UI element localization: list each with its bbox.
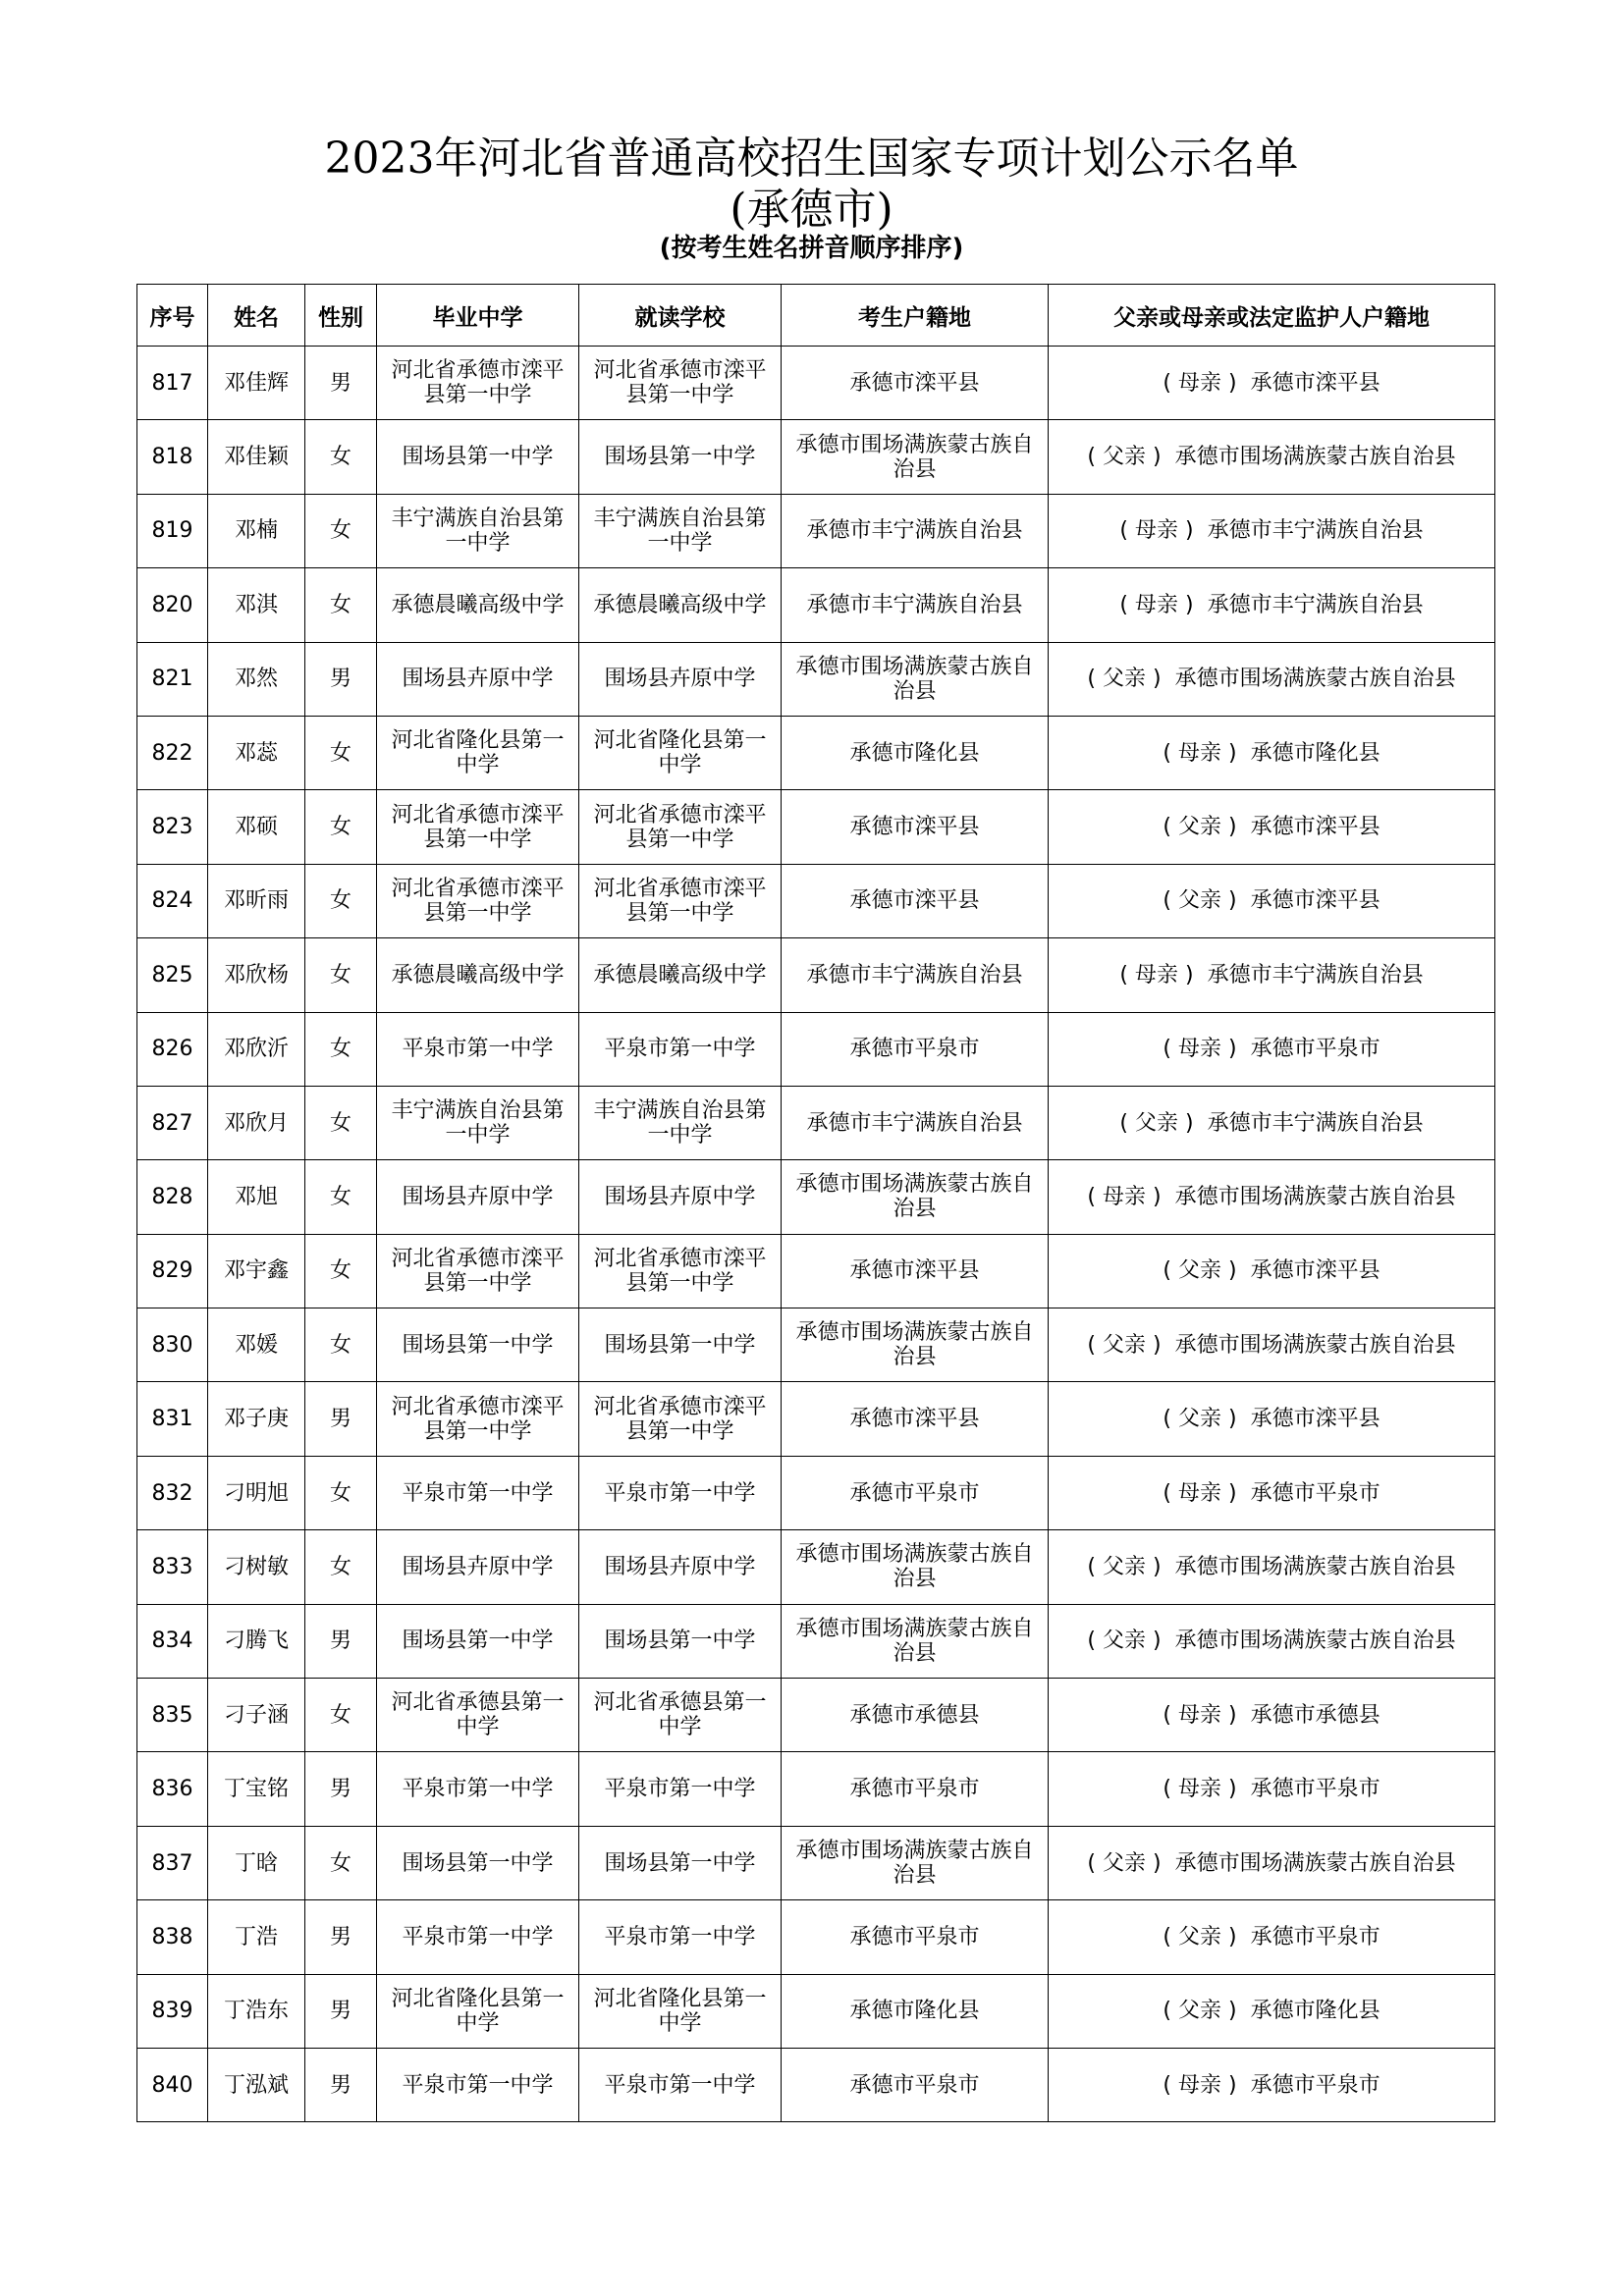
table-row: [137, 1679, 1495, 1752]
col-header-study-school: 就读学校: [579, 285, 782, 347]
cell-residence: 承德市平泉市: [782, 1752, 1049, 1826]
cell-residence: 承德市滦平县: [782, 790, 1049, 864]
cell-name: 刁腾飞: [208, 1604, 305, 1678]
cell-no: 833: [137, 1530, 208, 1604]
cell-study-school: 河北省承德市滦平县第一中学: [579, 1382, 782, 1456]
cell-name: 邓佳辉: [208, 347, 305, 420]
cell-grad-school: 围场县第一中学: [377, 1604, 579, 1678]
col-header-residence: 考生户籍地: [782, 285, 1049, 347]
cell-residence: 承德市平泉市: [782, 2048, 1049, 2121]
cell-name: 邓佳颖: [208, 420, 305, 494]
cell-no: 817: [137, 347, 208, 420]
cell-residence: 承德市围场满族蒙古族自治县: [782, 1826, 1049, 1899]
cell-grad-school: 平泉市第一中学: [377, 1900, 579, 1974]
cell-study-school: 河北省承德市滦平县第一中学: [579, 1234, 782, 1308]
table-row: [137, 2048, 1495, 2121]
cell-residence: 承德市围场满族蒙古族自治县: [782, 1604, 1049, 1678]
cell-study-school: 承德晨曦高级中学: [579, 568, 782, 642]
cell-guardian-residence: [1049, 494, 1495, 567]
cell-guardian-residence: [1049, 1234, 1495, 1308]
cell-guardian-residence: [1049, 1604, 1495, 1678]
cell-no: 830: [137, 1308, 208, 1382]
guardian-relation: ( 母亲 ): [1119, 592, 1194, 617]
guardian-place: 承德市丰宁满族自治县: [1207, 592, 1424, 617]
cell-no: 836: [137, 1752, 208, 1826]
cell-no: 837: [137, 1826, 208, 1899]
cell-study-school: 围场县卉原中学: [579, 1160, 782, 1234]
cell-name: 邓子庚: [208, 1382, 305, 1456]
cell-residence: 承德市滦平县: [782, 864, 1049, 937]
cell-guardian-residence: [1049, 1086, 1495, 1159]
cell-study-school: 河北省隆化县第一中学: [579, 716, 782, 789]
cell-no: 838: [137, 1900, 208, 1974]
cell-residence: 承德市隆化县: [782, 716, 1049, 789]
guardian-place: 承德市平泉市: [1250, 1777, 1380, 1802]
cell-guardian-residence: [1049, 642, 1495, 716]
table-row: [137, 420, 1495, 494]
cell-guardian-residence: [1049, 1752, 1495, 1826]
cell-gender: 女: [305, 1530, 377, 1604]
cell-guardian-residence: [1049, 2048, 1495, 2121]
cell-no: 826: [137, 1012, 208, 1086]
cell-study-school: 平泉市第一中学: [579, 1752, 782, 1826]
cell-guardian-residence: [1049, 347, 1495, 420]
guardian-relation: ( 父亲 ): [1087, 1850, 1162, 1876]
cell-residence: 承德市隆化县: [782, 1974, 1049, 2048]
cell-gender: 女: [305, 1086, 377, 1159]
sort-note: (按考生姓名拼音顺序排序): [659, 234, 964, 263]
table-row: [137, 938, 1495, 1012]
cell-residence: 承德市平泉市: [782, 1456, 1049, 1529]
table-row: [137, 642, 1495, 716]
cell-guardian-residence: [1049, 1679, 1495, 1752]
cell-gender: 男: [305, 2048, 377, 2121]
cell-name: 邓欣沂: [208, 1012, 305, 1086]
cell-residence: 承德市丰宁满族自治县: [782, 494, 1049, 567]
cell-name: 邓然: [208, 642, 305, 716]
cell-guardian-residence: [1049, 1308, 1495, 1382]
cell-study-school: 平泉市第一中学: [579, 2048, 782, 2121]
guardian-relation: ( 父亲 ): [1163, 1924, 1237, 1949]
cell-gender: 女: [305, 1234, 377, 1308]
cell-residence: 承德市丰宁满族自治县: [782, 1086, 1049, 1159]
table-row: [137, 864, 1495, 937]
guardian-place: 承德市围场满族蒙古族自治县: [1174, 1184, 1456, 1209]
cell-no: 832: [137, 1456, 208, 1529]
cell-grad-school: 河北省隆化县第一中学: [377, 1974, 579, 2048]
guardian-place: 承德市平泉市: [1250, 1924, 1380, 1949]
table-row: [137, 347, 1495, 420]
cell-name: 邓欣月: [208, 1086, 305, 1159]
roster-table: [136, 284, 1495, 2122]
cell-gender: 男: [305, 642, 377, 716]
guardian-relation: ( 母亲 ): [1163, 1037, 1237, 1062]
cell-study-school: 河北省承德市滦平县第一中学: [579, 790, 782, 864]
cell-residence: 承德市丰宁满族自治县: [782, 938, 1049, 1012]
cell-study-school: 丰宁满族自治县第一中学: [579, 1086, 782, 1159]
table-row: [137, 1752, 1495, 1826]
col-header-guardian-residence: 父亲或母亲或法定监护人户籍地: [1049, 285, 1495, 347]
cell-name: 刁树敏: [208, 1530, 305, 1604]
guardian-relation: ( 母亲 ): [1163, 2072, 1237, 2098]
table-row: [137, 790, 1495, 864]
cell-residence: 承德市围场满族蒙古族自治县: [782, 420, 1049, 494]
cell-residence: 承德市丰宁满族自治县: [782, 568, 1049, 642]
cell-grad-school: 围场县卉原中学: [377, 1530, 579, 1604]
guardian-relation: ( 母亲 ): [1163, 370, 1237, 396]
guardian-relation: ( 母亲 ): [1163, 1480, 1237, 1506]
cell-residence: 承德市滦平县: [782, 1234, 1049, 1308]
guardian-relation: ( 母亲 ): [1163, 740, 1237, 766]
cell-name: 丁宝铭: [208, 1752, 305, 1826]
cell-guardian-residence: [1049, 420, 1495, 494]
cell-gender: 男: [305, 1974, 377, 2048]
guardian-place: 承德市隆化县: [1250, 1999, 1380, 2024]
cell-gender: 男: [305, 1900, 377, 1974]
cell-name: 刁明旭: [208, 1456, 305, 1529]
cell-grad-school: 河北省隆化县第一中学: [377, 716, 579, 789]
cell-grad-school: 承德晨曦高级中学: [377, 938, 579, 1012]
cell-name: 丁晗: [208, 1826, 305, 1899]
cell-study-school: 平泉市第一中学: [579, 1900, 782, 1974]
cell-grad-school: 河北省承德市滦平县第一中学: [377, 347, 579, 420]
guardian-place: 承德市丰宁满族自治县: [1207, 518, 1424, 544]
table-row: [137, 1900, 1495, 1974]
cell-study-school: 丰宁满族自治县第一中学: [579, 494, 782, 567]
col-header-grad-school: 毕业中学: [377, 285, 579, 347]
cell-guardian-residence: [1049, 864, 1495, 937]
guardian-relation: ( 母亲 ): [1163, 1777, 1237, 1802]
guardian-relation: ( 父亲 ): [1163, 1407, 1237, 1432]
guardian-place: 承德市滦平县: [1250, 1407, 1380, 1432]
cell-residence: 承德市滦平县: [782, 347, 1049, 420]
table-row: [137, 1012, 1495, 1086]
cell-study-school: 河北省承德市滦平县第一中学: [579, 864, 782, 937]
cell-no: 839: [137, 1974, 208, 2048]
guardian-place: 承德市滦平县: [1250, 1258, 1380, 1284]
guardian-relation: ( 父亲 ): [1087, 1332, 1162, 1358]
cell-gender: 女: [305, 494, 377, 567]
table-row: [137, 494, 1495, 567]
table-row: [137, 716, 1495, 789]
cell-no: 823: [137, 790, 208, 864]
cell-guardian-residence: [1049, 1530, 1495, 1604]
cell-no: 819: [137, 494, 208, 567]
cell-study-school: 围场县第一中学: [579, 1826, 782, 1899]
guardian-place: 承德市围场满族蒙古族自治县: [1174, 667, 1456, 692]
cell-no: 822: [137, 716, 208, 789]
cell-residence: 承德市围场满族蒙古族自治县: [782, 1160, 1049, 1234]
table-row: [137, 1826, 1495, 1899]
cell-no: 820: [137, 568, 208, 642]
cell-grad-school: 河北省承德市滦平县第一中学: [377, 1234, 579, 1308]
cell-study-school: 围场县第一中学: [579, 420, 782, 494]
table-row: [137, 1160, 1495, 1234]
cell-gender: 女: [305, 938, 377, 1012]
cell-gender: 女: [305, 1160, 377, 1234]
table-header-row: [137, 285, 1495, 347]
cell-no: 824: [137, 864, 208, 937]
cell-name: 邓宇鑫: [208, 1234, 305, 1308]
guardian-relation: ( 父亲 ): [1087, 1554, 1162, 1579]
cell-guardian-residence: [1049, 1456, 1495, 1529]
guardian-place: 承德市围场满族蒙古族自治县: [1174, 1554, 1456, 1579]
table-row: [137, 568, 1495, 642]
cell-residence: 承德市平泉市: [782, 1900, 1049, 1974]
guardian-place: 承德市隆化县: [1250, 740, 1380, 766]
cell-gender: 女: [305, 1456, 377, 1529]
cell-study-school: 围场县第一中学: [579, 1308, 782, 1382]
cell-grad-school: 围场县第一中学: [377, 1826, 579, 1899]
table-row: [137, 1604, 1495, 1678]
cell-grad-school: 河北省承德市滦平县第一中学: [377, 790, 579, 864]
cell-residence: 承德市围场满族蒙古族自治县: [782, 1530, 1049, 1604]
cell-grad-school: 围场县第一中学: [377, 420, 579, 494]
col-header-no: 序号: [137, 285, 208, 347]
cell-residence: 承德市围场满族蒙古族自治县: [782, 642, 1049, 716]
cell-grad-school: 平泉市第一中学: [377, 2048, 579, 2121]
guardian-relation: ( 父亲 ): [1163, 815, 1237, 840]
table-row: [137, 1382, 1495, 1456]
cell-no: 835: [137, 1679, 208, 1752]
cell-gender: 男: [305, 347, 377, 420]
cell-study-school: 承德晨曦高级中学: [579, 938, 782, 1012]
cell-no: 834: [137, 1604, 208, 1678]
cell-grad-school: 承德晨曦高级中学: [377, 568, 579, 642]
cell-name: 刁子涵: [208, 1679, 305, 1752]
guardian-place: 承德市丰宁满族自治县: [1207, 1110, 1424, 1136]
cell-grad-school: 丰宁满族自治县第一中学: [377, 1086, 579, 1159]
cell-no: 821: [137, 642, 208, 716]
cell-guardian-residence: [1049, 716, 1495, 789]
guardian-relation: ( 父亲 ): [1087, 445, 1162, 470]
guardian-relation: ( 母亲 ): [1119, 962, 1194, 988]
table-row: [137, 1530, 1495, 1604]
cell-gender: 女: [305, 1012, 377, 1086]
cell-name: 邓淇: [208, 568, 305, 642]
cell-residence: 承德市平泉市: [782, 1012, 1049, 1086]
guardian-place: 承德市丰宁满族自治县: [1207, 962, 1424, 988]
cell-guardian-residence: [1049, 790, 1495, 864]
guardian-relation: ( 父亲 ): [1087, 1629, 1162, 1654]
page-title: 2023年河北省普通高校招生国家专项计划公示名单: [324, 133, 1299, 184]
cell-grad-school: 丰宁满族自治县第一中学: [377, 494, 579, 567]
cell-name: 丁浩东: [208, 1974, 305, 2048]
guardian-relation: ( 父亲 ): [1163, 888, 1237, 914]
cell-guardian-residence: [1049, 1826, 1495, 1899]
cell-grad-school: 河北省承德市滦平县第一中学: [377, 864, 579, 937]
cell-study-school: 平泉市第一中学: [579, 1456, 782, 1529]
cell-no: 827: [137, 1086, 208, 1159]
table-row: [137, 1308, 1495, 1382]
cell-grad-school: 平泉市第一中学: [377, 1012, 579, 1086]
guardian-relation: ( 父亲 ): [1163, 1258, 1237, 1284]
cell-gender: 男: [305, 1752, 377, 1826]
cell-name: 丁浩: [208, 1900, 305, 1974]
cell-name: 邓蕊: [208, 716, 305, 789]
cell-residence: 承德市承德县: [782, 1679, 1049, 1752]
cell-name: 邓旭: [208, 1160, 305, 1234]
cell-name: 邓媛: [208, 1308, 305, 1382]
cell-residence: 承德市滦平县: [782, 1382, 1049, 1456]
cell-gender: 男: [305, 1604, 377, 1678]
cell-gender: 女: [305, 1679, 377, 1752]
cell-study-school: 河北省隆化县第一中学: [579, 1974, 782, 2048]
cell-no: 828: [137, 1160, 208, 1234]
cell-guardian-residence: [1049, 1382, 1495, 1456]
cell-guardian-residence: [1049, 1012, 1495, 1086]
cell-gender: 女: [305, 1826, 377, 1899]
guardian-relation: ( 母亲 ): [1087, 1184, 1162, 1209]
cell-no: 818: [137, 420, 208, 494]
cell-study-school: 平泉市第一中学: [579, 1012, 782, 1086]
cell-no: 840: [137, 2048, 208, 2121]
cell-gender: 女: [305, 716, 377, 789]
guardian-place: 承德市平泉市: [1250, 1037, 1380, 1062]
cell-gender: 女: [305, 864, 377, 937]
cell-name: 邓欣杨: [208, 938, 305, 1012]
table-row: [137, 1086, 1495, 1159]
guardian-relation: ( 父亲 ): [1163, 1999, 1237, 2024]
guardian-relation: ( 父亲 ): [1119, 1110, 1194, 1136]
guardian-place: 承德市围场满族蒙古族自治县: [1174, 1332, 1456, 1358]
guardian-place: 承德市围场满族蒙古族自治县: [1174, 1850, 1456, 1876]
guardian-place: 承德市围场满族蒙古族自治县: [1174, 1629, 1456, 1654]
table-row: [137, 1456, 1495, 1529]
guardian-place: 承德市承德县: [1250, 1702, 1380, 1728]
guardian-place: 承德市滦平县: [1250, 370, 1380, 396]
guardian-place: 承德市平泉市: [1250, 2072, 1380, 2098]
table-row: [137, 1974, 1495, 2048]
guardian-relation: ( 父亲 ): [1087, 667, 1162, 692]
guardian-relation: ( 母亲 ): [1163, 1702, 1237, 1728]
cell-name: 邓硕: [208, 790, 305, 864]
cell-gender: 女: [305, 420, 377, 494]
cell-name: 丁泓斌: [208, 2048, 305, 2121]
cell-guardian-residence: [1049, 1974, 1495, 2048]
cell-name: 邓楠: [208, 494, 305, 567]
cell-study-school: 河北省承德市滦平县第一中学: [579, 347, 782, 420]
cell-residence: 承德市围场满族蒙古族自治县: [782, 1308, 1049, 1382]
city-subtitle: (承德市): [730, 185, 893, 235]
cell-study-school: 围场县第一中学: [579, 1604, 782, 1678]
cell-grad-school: 平泉市第一中学: [377, 1456, 579, 1529]
col-header-gender: 性别: [305, 285, 377, 347]
guardian-place: 承德市围场满族蒙古族自治县: [1174, 445, 1456, 470]
guardian-place: 承德市滦平县: [1250, 815, 1380, 840]
cell-guardian-residence: [1049, 1160, 1495, 1234]
cell-guardian-residence: [1049, 568, 1495, 642]
guardian-place: 承德市滦平县: [1250, 888, 1380, 914]
cell-study-school: 围场县卉原中学: [579, 642, 782, 716]
guardian-relation: ( 母亲 ): [1119, 518, 1194, 544]
cell-gender: 男: [305, 1382, 377, 1456]
cell-grad-school: 河北省承德县第一中学: [377, 1679, 579, 1752]
table-body: [137, 347, 1495, 2122]
cell-grad-school: 围场县第一中学: [377, 1308, 579, 1382]
cell-grad-school: 围场县卉原中学: [377, 642, 579, 716]
cell-name: 邓昕雨: [208, 864, 305, 937]
cell-study-school: 围场县卉原中学: [579, 1530, 782, 1604]
guardian-place: 承德市平泉市: [1250, 1480, 1380, 1506]
cell-no: 831: [137, 1382, 208, 1456]
table-row: [137, 1234, 1495, 1308]
cell-gender: 女: [305, 568, 377, 642]
col-header-name: 姓名: [208, 285, 305, 347]
cell-grad-school: 围场县卉原中学: [377, 1160, 579, 1234]
cell-no: 825: [137, 938, 208, 1012]
cell-gender: 女: [305, 1308, 377, 1382]
cell-grad-school: 河北省承德市滦平县第一中学: [377, 1382, 579, 1456]
cell-gender: 女: [305, 790, 377, 864]
cell-guardian-residence: [1049, 938, 1495, 1012]
cell-grad-school: 平泉市第一中学: [377, 1752, 579, 1826]
cell-no: 829: [137, 1234, 208, 1308]
cell-guardian-residence: [1049, 1900, 1495, 1974]
cell-study-school: 河北省承德县第一中学: [579, 1679, 782, 1752]
